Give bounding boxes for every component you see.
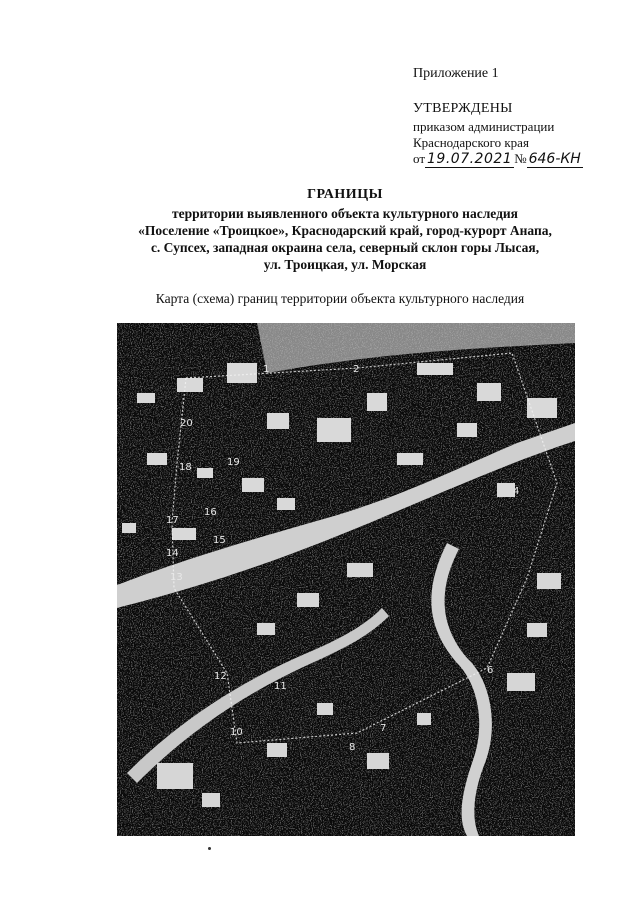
- map-point-17: 17: [166, 515, 179, 526]
- map-point-12: 12: [214, 671, 227, 682]
- title-subject: территории выявленного объекта культурного наследия: [171, 206, 518, 221]
- map-point-19: 19: [227, 457, 240, 468]
- order-prefix: от: [413, 151, 426, 166]
- title-location: с. Супсех, западная окраина села, северный склон горы Лысая,: [150, 240, 540, 255]
- approved-title: УТВЕРЖДЕНЫ: [413, 101, 513, 116]
- map-point-6: 6: [487, 665, 494, 676]
- map-point-11: 11: [274, 681, 287, 692]
- approved-by-line: приказом администрации: [413, 119, 555, 134]
- map-point-18: 18: [179, 462, 192, 473]
- title-object-name: «Поселение «Троицкое», Краснодарский край, город-курорт Анапа,: [138, 223, 552, 238]
- map-point-15: 15: [213, 535, 226, 546]
- order-number: 646-КН: [528, 151, 581, 167]
- satellite-map-image: [117, 323, 575, 836]
- order-number-sign: №: [514, 151, 527, 166]
- map-caption: Карта (схема) границ территории объекта культурного наследия: [155, 291, 525, 306]
- map-point-13: 13: [170, 572, 183, 583]
- boundary-map: [117, 323, 575, 836]
- order-reference: [413, 151, 583, 167]
- order-date: 19.07.2021: [427, 151, 513, 167]
- map-point-10: 10: [230, 727, 243, 738]
- map-point-8: 8: [349, 742, 356, 753]
- map-point-1: 1: [263, 364, 270, 375]
- appendix-number: Приложение 1: [413, 66, 499, 81]
- map-point-2: 2: [353, 364, 360, 375]
- document-title: ГРАНИЦЫ: [307, 187, 383, 202]
- map-point-20: 20: [180, 418, 193, 429]
- map-point-4: 4: [513, 486, 520, 497]
- map-point-7: 7: [380, 723, 387, 734]
- approved-region-line: Краснодарского края: [413, 135, 529, 150]
- map-point-14: 14: [166, 548, 179, 559]
- map-point-16: 16: [204, 507, 217, 518]
- stray-mark: [208, 847, 211, 850]
- title-streets: ул. Троицкая, ул. Морская: [263, 257, 427, 272]
